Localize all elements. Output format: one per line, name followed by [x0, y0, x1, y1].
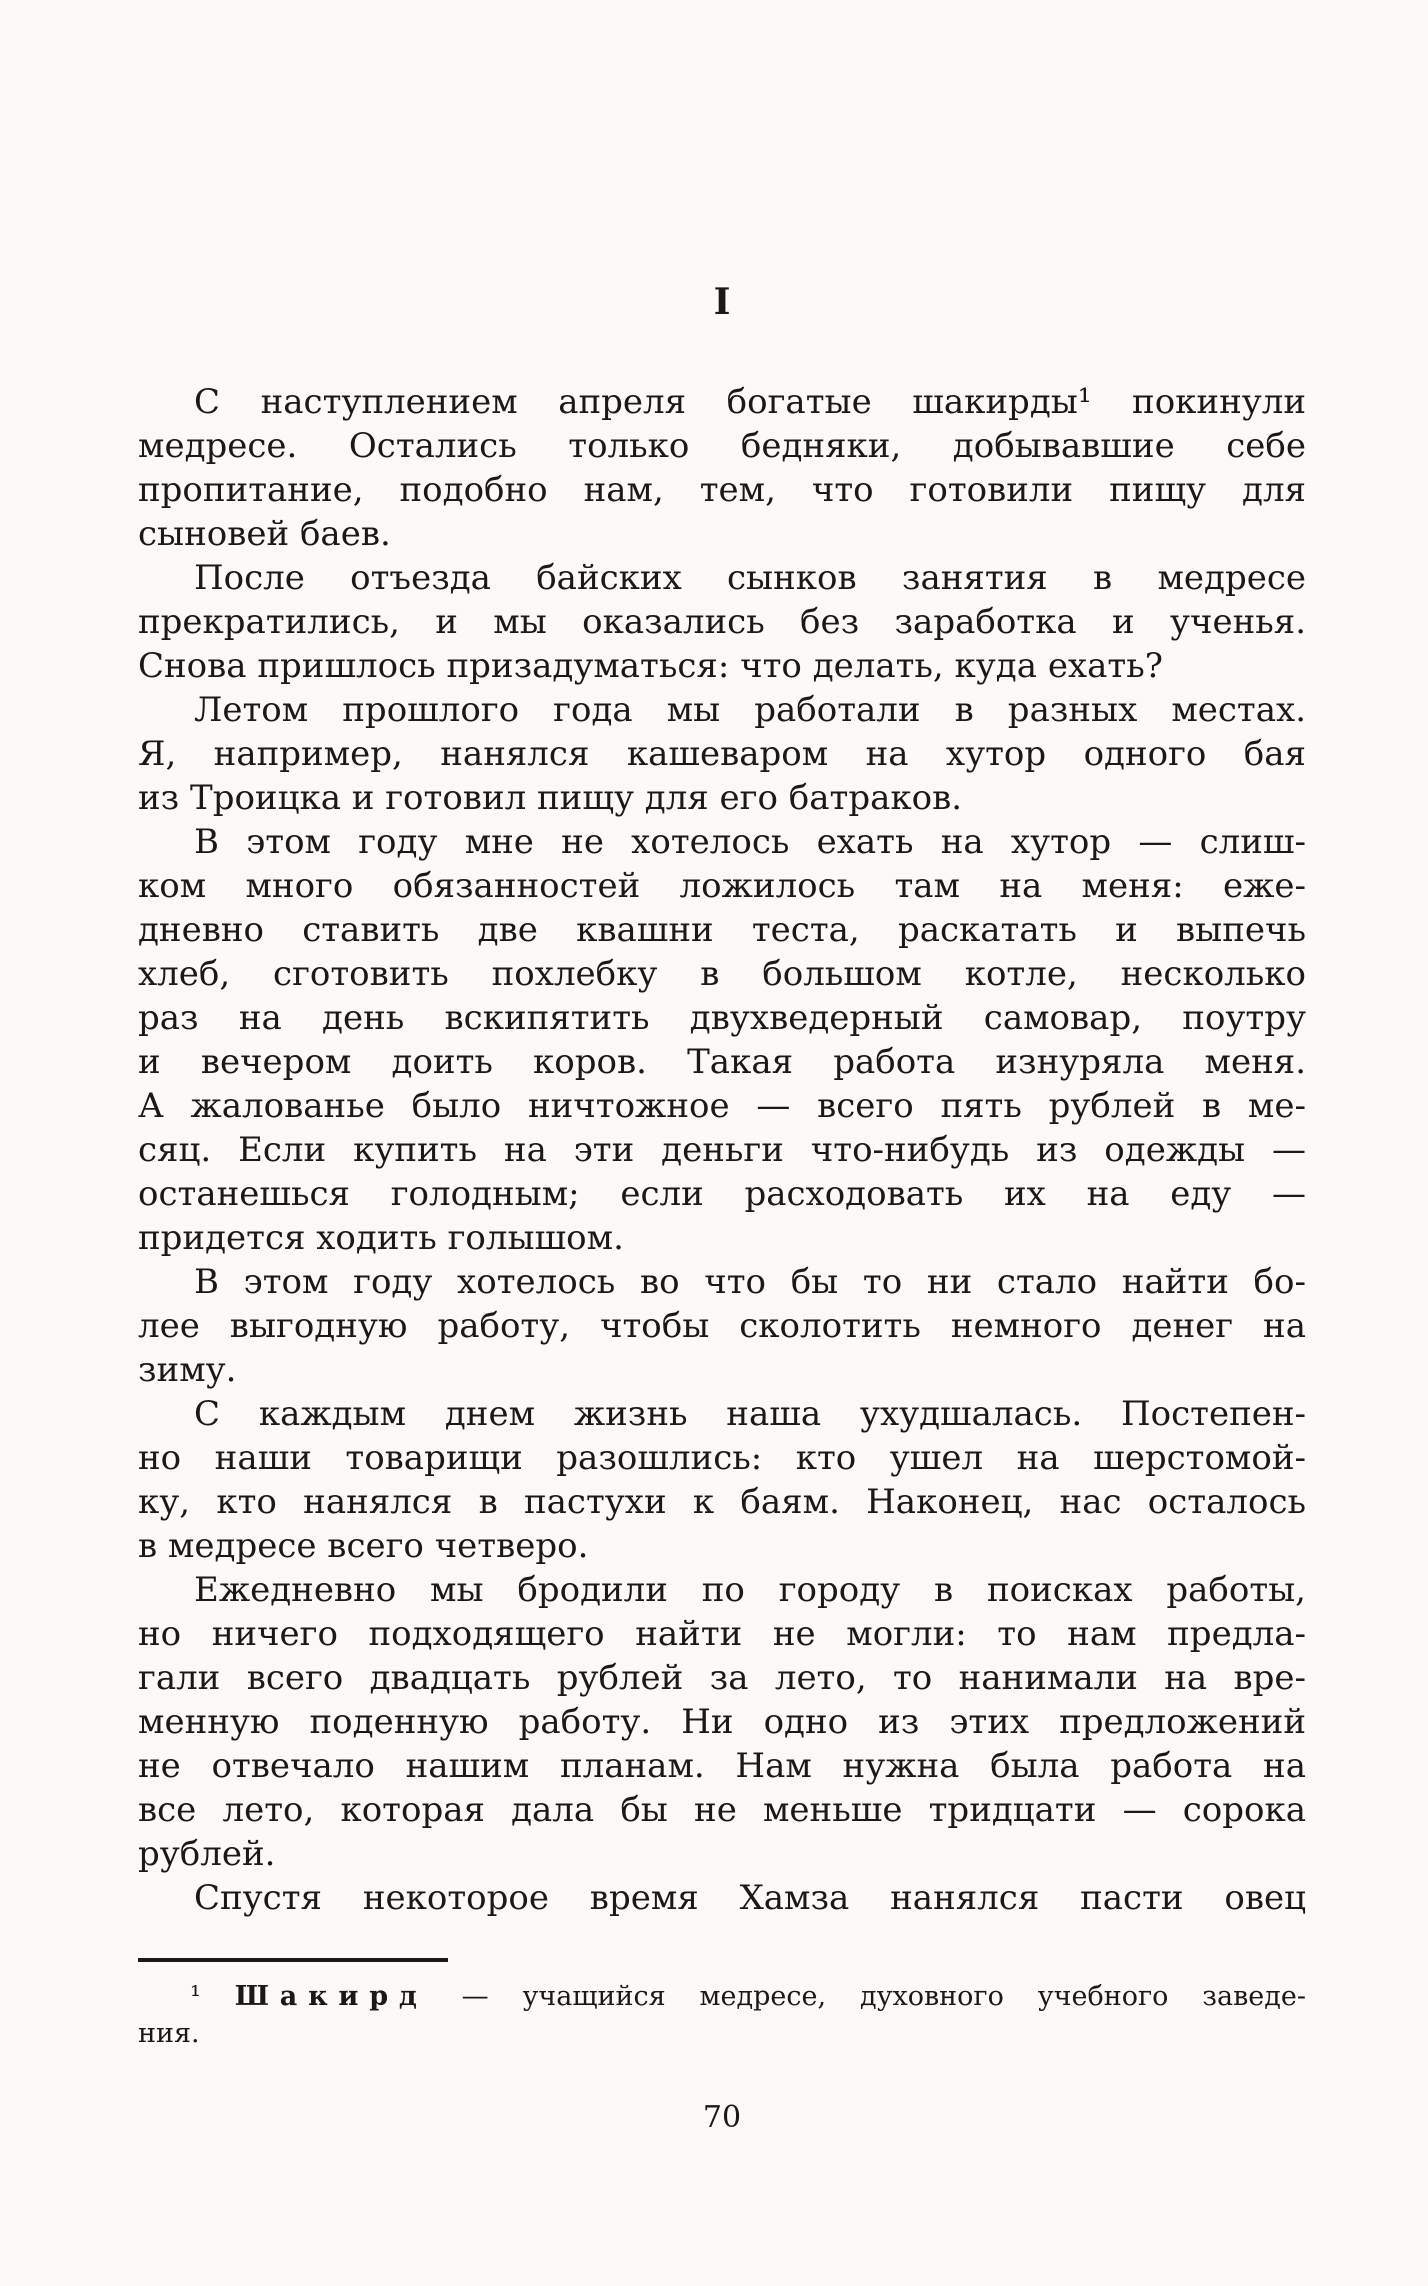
text-line: рублей.	[138, 1834, 276, 1874]
text-line: сыновей баев.	[138, 514, 391, 554]
text-line: менную поденную работу. Ни одно из этих предложений	[138, 1702, 1306, 1742]
text-line: После отъезда байских сынков занятия в медресе	[194, 558, 1306, 598]
text-line: но наши товарищи разошлись: кто ушел на шерстомой-	[138, 1438, 1306, 1478]
paragraph	[138, 556, 1306, 688]
text-line: зиму.	[138, 1350, 237, 1390]
page-number: 70	[702, 2100, 742, 2135]
text-line: Ежедневно мы бродили по городу в поисках работы,	[194, 1570, 1306, 1610]
text-line: А жалованье было ничтожное — всего пять рублей в ме-	[138, 1086, 1306, 1126]
text-line: сяц. Если купить на эти деньги что-нибудь из одежды —	[138, 1130, 1306, 1170]
text-line: все лето, которая дала бы не меньше тридцати — сорока	[138, 1790, 1306, 1830]
footnote-term: Шакирд	[234, 1981, 428, 2012]
text-line: придется ходить голышом.	[138, 1218, 624, 1258]
text-line: Спустя некоторое время Хамза нанялся пасти овец	[194, 1878, 1306, 1918]
text-line: Снова пришлось призадуматься: что делать, куда ехать?	[138, 646, 1163, 686]
text-line: и вечером доить коров. Такая работа изнуряла меня.	[138, 1042, 1306, 1082]
text-line: хлеб, сготовить похлебку в большом котле, несколько	[138, 954, 1306, 994]
text-line: В этом году хотелось во что бы то ни стало найти бо-	[194, 1262, 1306, 1302]
text-line: медресе. Остались только бедняки, добывавшие себе	[138, 426, 1306, 466]
text-line: в медресе всего четверо.	[138, 1526, 589, 1566]
text-line: Летом прошлого года мы работали в разных местах.	[194, 690, 1306, 730]
paragraph	[138, 688, 1306, 820]
text-line: ком много обязанностей ложилось там на меня: еже-	[138, 866, 1306, 906]
text-line: В этом году мне не хотелось ехать на хутор — слиш-	[194, 822, 1306, 862]
text-line: из Троицка и готовил пищу для его батраков.	[138, 778, 963, 818]
paragraph	[138, 380, 1306, 556]
text-line: С наступлением апреля богатые шакирды¹ покинули	[194, 382, 1306, 422]
text-line: Я, например, нанялся кашеваром на хутор одного бая	[138, 734, 1306, 774]
paragraph	[138, 1392, 1306, 1568]
text-line: раз на день вскипятить двухведерный самовар, поутру	[138, 998, 1306, 1038]
footnote	[138, 1978, 1306, 2052]
paragraph	[138, 1568, 1306, 1876]
text-line: прекратились, и мы оказались без заработка и ученья.	[138, 602, 1306, 642]
text-line: С каждым днем жизнь наша ухудшалась. Постепен-	[194, 1394, 1306, 1434]
paragraph	[138, 820, 1306, 1260]
footnote-definition: — учащийся медресе, духовного учебного заведе-	[461, 1981, 1306, 2012]
chapter-number: I	[713, 281, 731, 323]
paragraph	[138, 1876, 1306, 1920]
body-text	[138, 380, 1306, 1920]
text-line: дневно ставить две квашни теста, раскатать и выпечь	[138, 910, 1306, 950]
paragraph	[138, 1260, 1306, 1392]
footnote-marker: ¹	[190, 1981, 201, 2012]
footnote-line-2: ния.	[138, 2018, 200, 2049]
text-line: гали всего двадцать рублей за лето, то нанимали на вре-	[138, 1658, 1306, 1698]
footnote-line-1	[138, 1978, 1306, 2015]
footnote-divider	[138, 1958, 448, 1962]
text-line: ку, кто нанялся в пастухи к баям. Наконец, нас осталось	[138, 1482, 1306, 1522]
text-line: пропитание, подобно нам, тем, что готовили пищу для	[138, 470, 1306, 510]
page-content	[138, 280, 1306, 2138]
text-line: лее выгодную работу, чтобы сколотить немного денег на	[138, 1306, 1306, 1346]
text-line: но ничего подходящего найти не могли: то нам предла-	[138, 1614, 1306, 1654]
text-line: останешься голодным; если расходовать их на еду —	[138, 1174, 1306, 1214]
text-line: не отвечало нашим планам. Нам нужна была работа на	[138, 1746, 1306, 1786]
